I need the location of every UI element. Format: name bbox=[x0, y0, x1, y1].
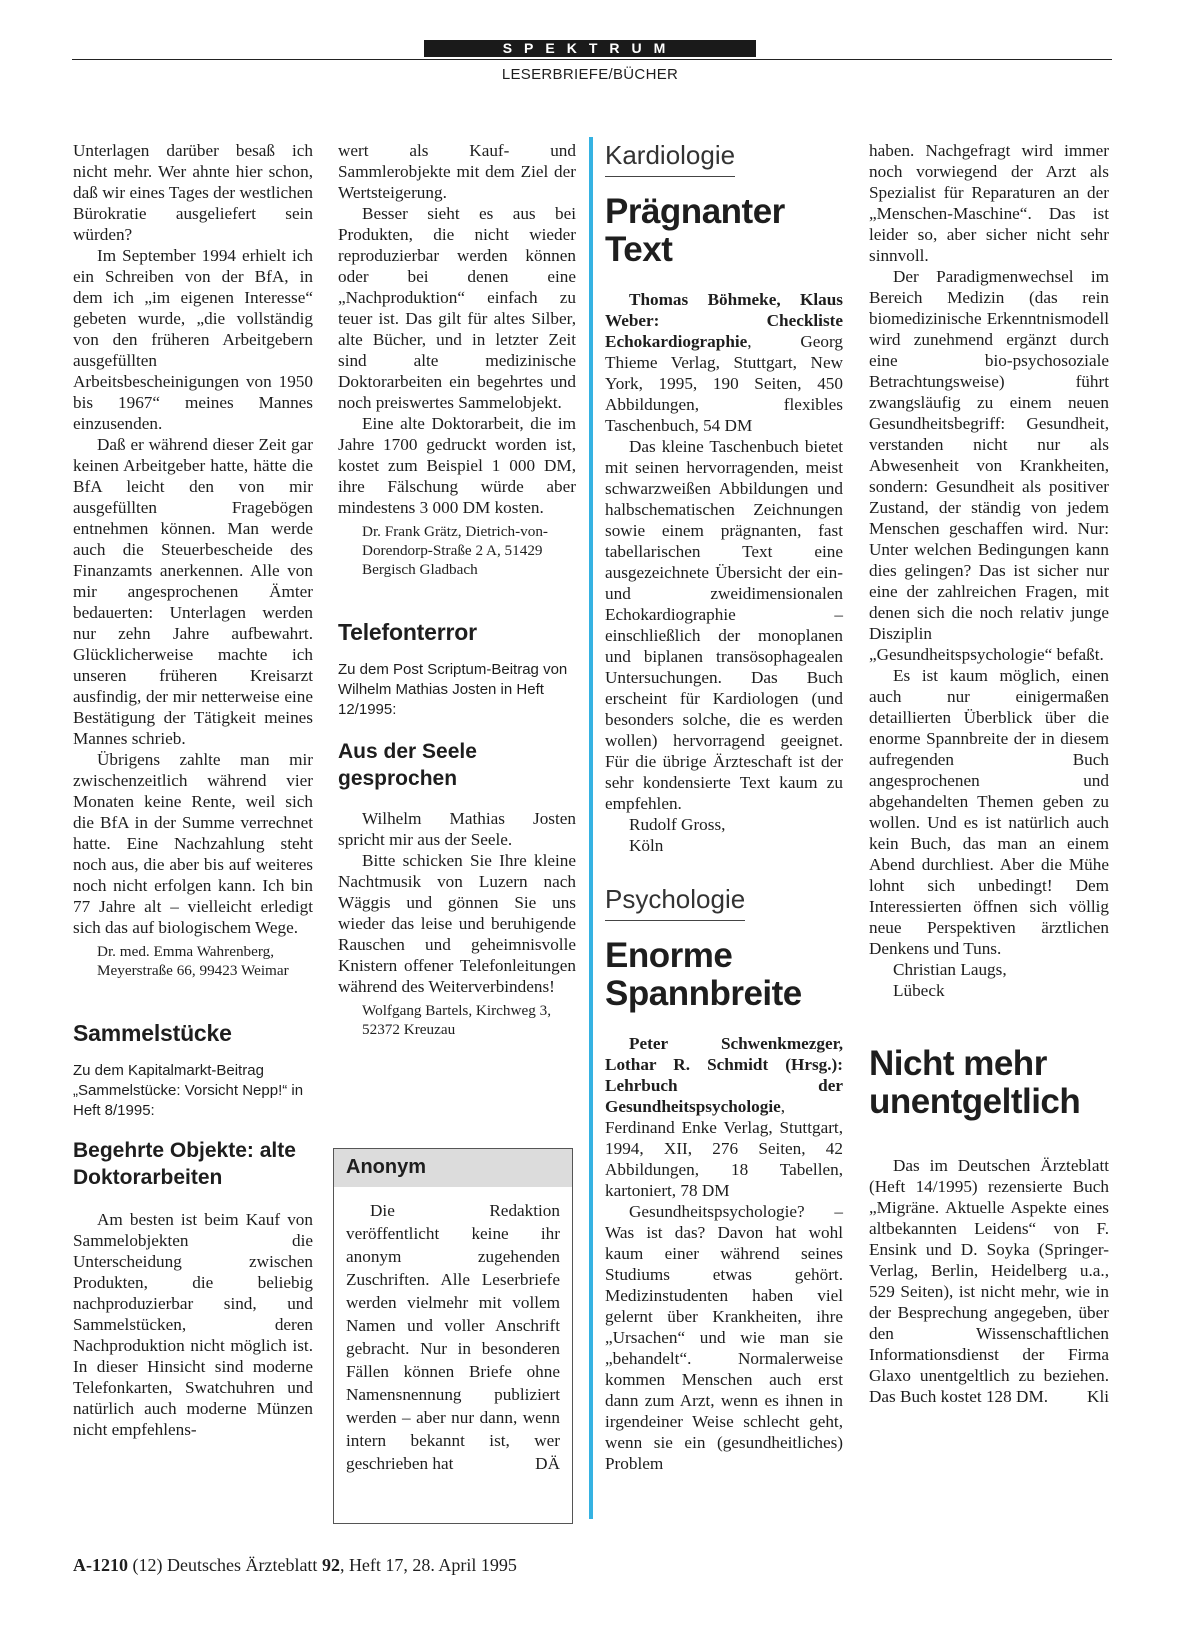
reference-note: Zu dem Kapitalmarkt-Beitrag „Sammelstücke: Vorsicht Nepp!“ in Heft 8/1995: bbox=[73, 1062, 304, 1119]
box-sign: DÄ bbox=[535, 1454, 560, 1473]
issue-info: , Heft 17, 28. April 1995 bbox=[339, 1555, 517, 1575]
paragraph: Im September 1994 erhielt ich ein Schreiben von der BfA, in dem ich „im eigenen Interesse“ gebeten wurde, „die vollständig von den früheren Arbeitgebern ausgefüllten Arbeitsbescheinigungen von 1950 bis 1967“ meines Mannes einzusenden. bbox=[73, 246, 313, 433]
reference-note: Zu dem Post Scriptum-Beitrag von Wilhelm Mathias Josten in Heft 12/1995: bbox=[338, 661, 568, 718]
rubric-kardiologie: Kardiologie bbox=[605, 140, 735, 177]
column-3 bbox=[605, 140, 843, 1474]
reviewer-city: Lübeck bbox=[893, 981, 945, 1000]
paragraph: wert als Kauf- und Sammlerobjekte mit dem Ziel der Wertsteigerung. bbox=[338, 141, 576, 202]
review-title: Prägnanter Text bbox=[605, 192, 785, 269]
column-4 bbox=[869, 140, 1109, 1407]
paragraph: Bitte schicken Sie Ihre kleine Nachtmusik von Luzern nach Wäggis und gönnen Sie uns wieder das leise und beruhigende Rauschen und geheimnisvolle Knistern offener Telefonleitungen während des Weiterverbindens! bbox=[338, 851, 576, 996]
notice-sign: Kli bbox=[1087, 1387, 1109, 1406]
reviewer-name: Rudolf Gross, bbox=[629, 815, 726, 834]
review-text: Das kleine Taschenbuch bietet mit seinen hervorragenden, meist schwarzweißen Abbildungen und halbschematischen Zeichnungen sowie einem prägnanten, fast tabellarischen Text eine ausgezeichnete Übersicht der ein- und zweidimensionalen Echokardiographie – einschließlich der monoplanen und biplanen transösophagealen Untersuchungen. Das Buch erscheint für Kardiologen (und besonders solche, die es werden wollen) hervorragend geeignet. Für die übrige Ärzteschaft ist der sehr kondensierte Text kaum zu empfehlen. bbox=[605, 437, 843, 813]
letter-title: Aus der Seele gesprochen bbox=[338, 740, 477, 790]
page-footer bbox=[73, 1554, 517, 1576]
paragraph: Daß er während dieser Zeit gar keinen Arbeitgeber hatte, hätte die BfA leicht den von mir ausgefüllten Fragebögen entnehmen können. Man werde auch die Steuerbescheide des Finanzamts anerkennen. Alle von mir angesprochenen Ämter bedauerten: Unterlagen werden nur zehn Jahre aufbewahrt. Glücklicherweise machte ich unseren früheren Kreisarzt ausfindig, der mir netterweise eine Bestätigung der Tätigkeit meines Mannes schrieb. bbox=[73, 435, 313, 748]
notice-text: Das im Deutschen Ärzteblatt (Heft 14/1995) rezensierte Buch „Migräne. Aktuelle Aspekte eines altbekannten Leidens“ von F. Ensink und D. Soyka (Springer-Verlag, Berlin, Heidelberg u.a., 529 Seiten), ist nicht mehr, wie in der Besprechung angegeben, über den Wissenschaftlichen Informationsdienst der Firma Glaxo unentgeltlich zu beziehen. Das Buch kostet 128 DM. bbox=[869, 1156, 1109, 1406]
book-author-title: Peter Schwenkmezger, Lothar R. Schmidt (Hrsg.): Lehrbuch der Gesundheitspsychologie bbox=[605, 1034, 843, 1116]
letter-title: Begehrte Objekte: alte Doktorarbeiten bbox=[73, 1139, 296, 1189]
column-1 bbox=[73, 140, 313, 1440]
paragraph: Am besten ist beim Kauf von Sammelobjekten die Unterscheidung zwischen Produkten, die beliebig nachproduzierbar sind, und Sammelstücken, deren Nachproduktion nicht möglich ist. In dieser Hinsicht sind moderne Telefonkarten, Swatchuhren und natürlich auch moderne Münzen nicht empfehlens- bbox=[73, 1210, 313, 1439]
section-band: SPEKTRUM bbox=[424, 40, 756, 57]
book-details: , Georg Thieme Verlag, Stuttgart, New York, 1995, 190 Seiten, 450 Abbildungen, flexibles Taschenbuch, 54 DM bbox=[605, 332, 843, 435]
section-title: Telefonterror bbox=[338, 619, 477, 645]
review-text: Gesundheitspsychologie? – Was ist das? Davon hat wohl kaum einer während seines Studiums etwas gehört. Medizinstudenten haben viel gelernt über Krankheiten, ihre „Ursachen“ und wie man sie „behandelt“. Normalerweise kommen Menschen auch erst dann zum Arzt, wenn es ihnen in irgendeiner Weise schlecht geht, wenn sie ein (gesundheitliches) Problem bbox=[605, 1202, 843, 1473]
book-citation bbox=[605, 289, 843, 436]
notice-title: Nicht mehr unentgeltlich bbox=[869, 1044, 1081, 1121]
paragraph: Besser sieht es aus bei Produkten, die nicht wieder reproduzierbar werden können oder bei denen eine „Nachproduktion“ einfach zu teuer ist. Das gilt für altes Silber, alte Bücher, und in letzter Zeit sind alte medizinische Doktorarbeiten ein begehrtes und noch preiswertes Sammelobjekt. bbox=[338, 204, 576, 412]
reviewer-name: Christian Laugs, bbox=[893, 960, 1007, 979]
book-citation bbox=[605, 1033, 843, 1201]
paragraph: Übrigens zahlte man mir zwischenzeitlich während vier Monaten keine Rente, weil sich die BfA in der Summe verrechnet hatte. Eine Nachzahlung steht noch aus, die aber bis auf weiteres noch nicht erfolgen kann. Ich bin 77 Jahre alt – vielleicht erledigt sich das auf biologischem Wege. bbox=[73, 750, 313, 937]
paragraph: Unterlagen darüber besaß ich nicht mehr. Wer ahnte hier schon, daß wir eines Tages der westlichen Bürokratie ausgeliefert sein würden? bbox=[73, 141, 313, 244]
header-rule bbox=[72, 59, 1112, 60]
paragraph: Wilhelm Mathias Josten spricht mir aus der Seele. bbox=[338, 809, 576, 849]
rubric-psychologie: Psychologie bbox=[605, 884, 745, 921]
paragraph: Der Paradigmenwechsel im Bereich Medizin (das rein biomedizinische Erkenntnismodell wird zunehmend ergänzt durch eine bio-psychosoziale Betrachtungsweise) führt zwangsläufig zu einem neuen Gesundheitsbegriff: Gesundheit, verstanden nicht nur als Abwesenheit von Krankheiten, sondern: Gesundheit als positiver Zustand, der ständig von jedem Menschen geschaffen wird. Nur: Unter welchen Bedingungen kann dies gelingen? Das ist sicher nur eine der zahlreichen Fragen, mit denen sich die noch relativ junge Disziplin „Gesundheitspsychologie“ befaßt. bbox=[869, 267, 1109, 664]
box-text: Die Redaktion veröffentlicht keine ihr anonym zugehenden Zuschriften. Alle Leserbriefe werden vielmehr mit vollem Namen und voller Anschrift gebracht. Nur in besonderen Fällen können Briefe ohne Namensnennung publiziert werden – aber nur dann, wenn intern bekannt ist, wer geschrieben hat bbox=[346, 1201, 560, 1473]
book-details: , Ferdinand Enke Verlag, Stuttgart, 1994, XII, 276 Seiten, 42 Abbildungen, 18 Tabellen, kartoniert, 78 DM bbox=[605, 1097, 843, 1200]
paragraph: haben. Nachgefragt wird immer noch vorwiegend der Arzt als Spezialist für Reparaturen an der „Menschen-Maschine“. Das ist leider so, aber sicher nicht sehr sinnvoll. bbox=[869, 141, 1109, 265]
paragraph: Eine alte Doktorarbeit, die im Jahre 1700 gedruckt worden ist, kostet zum Beispiel 1 000 DM, ihre Fälschung würde aber mindestens 3 000 DM kosten. bbox=[338, 414, 576, 517]
page-number: A-1210 bbox=[73, 1555, 128, 1575]
accent-bar bbox=[589, 137, 593, 1519]
volume-number: 92 bbox=[321, 1555, 340, 1575]
letter-signature: Wolfgang Bartels, Kirchweg 3, 52372 Kreuzau bbox=[362, 1002, 551, 1038]
section-title: Sammelstücke bbox=[73, 1020, 232, 1046]
journal-name: (12) Deutsches Ärzteblatt bbox=[132, 1555, 318, 1575]
book-author-title: Thomas Böhmeke, Klaus Weber: Checkliste Echokardiographie bbox=[605, 290, 843, 351]
letter-signature: Dr. Frank Grätz, Dietrich-von-Dorendorp-Straße 2 A, 51429 Bergisch Gladbach bbox=[362, 523, 548, 578]
subsection-label: LESERBRIEFE/BÜCHER bbox=[501, 66, 679, 83]
column-2 bbox=[338, 140, 576, 1039]
box-title: Anonym bbox=[334, 1149, 572, 1187]
anonym-notice-box bbox=[333, 1148, 573, 1524]
box-body bbox=[334, 1187, 572, 1475]
paragraph: Es ist kaum möglich, einen auch nur einigermaßen detaillierten Überblick über die enorme Spannbreite der in diesem aufregenden Buch angesprochenen und abgehandelten Themen geben zu wollen. Und es ist natürlich auch kein Buch, das man an einem Abend durchliest. Aber die Mühe lohnt sich unbedingt! Dem Interessierten öffnen sich völlig neue Perspektiven ärztlichen Denkens und Tuns. bbox=[869, 666, 1109, 958]
letter-signature: Dr. med. Emma Wahrenberg, Meyerstraße 66, 99423 Weimar bbox=[97, 943, 289, 979]
reviewer-city: Köln bbox=[629, 836, 664, 855]
review-title: Enorme Spannbreite bbox=[605, 936, 802, 1013]
